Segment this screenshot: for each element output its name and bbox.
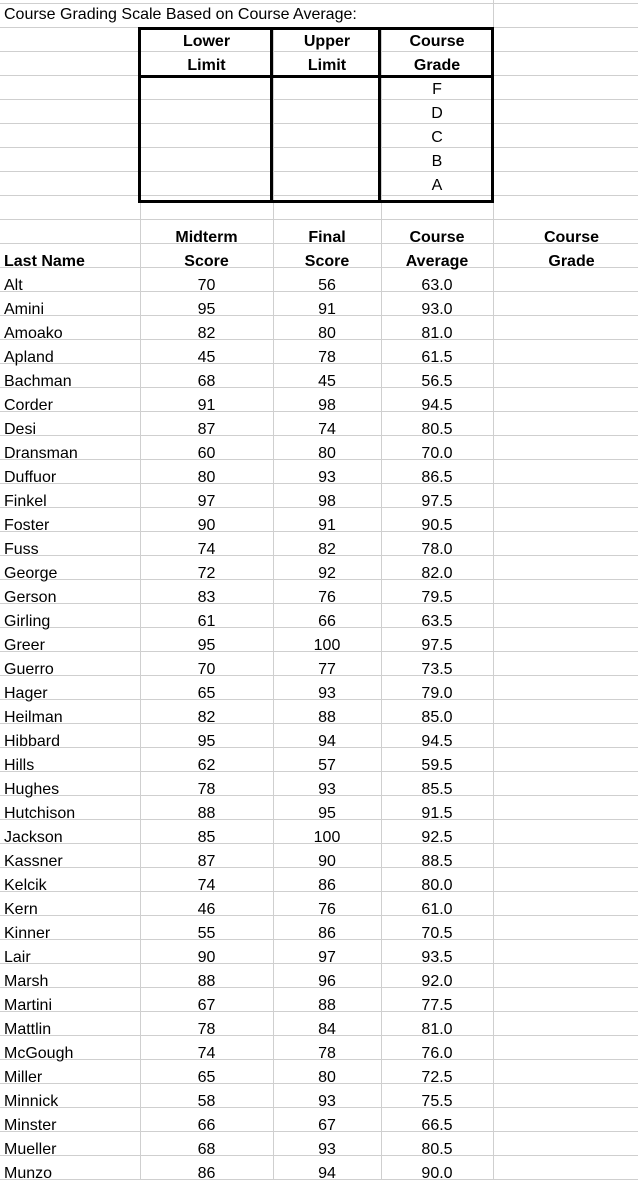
- course-average[interactable]: 66.5: [421, 1117, 453, 1134]
- course-average[interactable]: 70.0: [421, 445, 453, 462]
- final-score[interactable]: 91: [318, 517, 336, 534]
- midterm-score[interactable]: 46: [197, 901, 216, 918]
- course-average[interactable]: 56.5: [421, 373, 453, 390]
- final-score[interactable]: 76: [318, 901, 336, 918]
- student-last-name[interactable]: Minster: [4, 1117, 57, 1134]
- course-average[interactable]: 70.5: [421, 925, 453, 942]
- final-score[interactable]: 76: [318, 589, 336, 606]
- midterm-score[interactable]: 90: [197, 517, 216, 534]
- student-last-name[interactable]: Girling: [4, 613, 51, 630]
- course-grade-cell[interactable]: [505, 874, 638, 898]
- course-grade-cell[interactable]: [505, 754, 638, 778]
- student-last-name[interactable]: Mueller: [4, 1141, 57, 1158]
- midterm-score[interactable]: 90: [197, 949, 216, 966]
- midterm-score[interactable]: 74: [197, 877, 216, 894]
- midterm-score[interactable]: 97: [197, 493, 216, 510]
- scale-header-upper[interactable]: Upper: [303, 33, 351, 50]
- course-average[interactable]: 59.5: [421, 757, 453, 774]
- midterm-score[interactable]: 70: [197, 277, 216, 294]
- student-last-name[interactable]: Desi: [4, 421, 37, 438]
- course-average[interactable]: 81.0: [421, 325, 453, 342]
- final-score[interactable]: 80: [318, 445, 336, 462]
- course-grade-cell[interactable]: [505, 1114, 638, 1138]
- final-score[interactable]: 77: [318, 661, 336, 678]
- student-last-name[interactable]: Hager: [4, 685, 48, 702]
- midterm-score[interactable]: 70: [197, 661, 216, 678]
- midterm-score[interactable]: 85: [197, 829, 216, 846]
- midterm-score[interactable]: 55: [197, 925, 216, 942]
- course-average[interactable]: 61.5: [421, 349, 453, 366]
- student-last-name[interactable]: Hibbard: [4, 733, 61, 750]
- final-score[interactable]: 67: [318, 1117, 336, 1134]
- course-grade-cell[interactable]: [505, 706, 638, 730]
- student-last-name[interactable]: Amini: [4, 301, 45, 318]
- grading-scale-title[interactable]: Course Grading Scale Based on Course Average:: [4, 6, 357, 23]
- scale-grade-cell[interactable]: A: [431, 177, 443, 194]
- final-score[interactable]: 98: [318, 493, 336, 510]
- midterm-score[interactable]: 95: [197, 637, 216, 654]
- student-last-name[interactable]: Kinner: [4, 925, 51, 942]
- student-last-name[interactable]: George: [4, 565, 58, 582]
- midterm-score[interactable]: 72: [197, 565, 216, 582]
- course-average[interactable]: 79.5: [421, 589, 453, 606]
- midterm-score[interactable]: 65: [197, 685, 216, 702]
- midterm-score[interactable]: 95: [197, 733, 216, 750]
- scale-grade-cell[interactable]: F: [432, 81, 442, 98]
- course-average[interactable]: 78.0: [421, 541, 453, 558]
- scale-header-lower[interactable]: Limit: [187, 57, 226, 74]
- course-grade-cell[interactable]: [505, 970, 638, 994]
- course-average[interactable]: 90.0: [421, 1165, 453, 1180]
- course-grade-cell[interactable]: [505, 778, 638, 802]
- final-score[interactable]: 94: [318, 733, 336, 750]
- course-grade-cell[interactable]: [505, 610, 638, 634]
- course-grade-cell[interactable]: [505, 1018, 638, 1042]
- course-grade-cell[interactable]: [505, 490, 638, 514]
- student-last-name[interactable]: Jackson: [4, 829, 63, 846]
- student-last-name[interactable]: Bachman: [4, 373, 72, 390]
- student-last-name[interactable]: Hills: [4, 757, 35, 774]
- final-score[interactable]: 82: [318, 541, 336, 558]
- final-score[interactable]: 95: [318, 805, 336, 822]
- course-average[interactable]: 92.0: [421, 973, 453, 990]
- final-score[interactable]: 57: [318, 757, 336, 774]
- final-score[interactable]: 84: [318, 1021, 336, 1038]
- student-last-name[interactable]: Martini: [4, 997, 53, 1014]
- student-last-name[interactable]: Hutchison: [4, 805, 76, 822]
- course-grade-cell[interactable]: [505, 850, 638, 874]
- course-average[interactable]: 73.5: [421, 661, 453, 678]
- final-score[interactable]: 86: [318, 877, 336, 894]
- student-last-name[interactable]: Lair: [4, 949, 31, 966]
- course-grade-cell[interactable]: [505, 826, 638, 850]
- course-grade-cell[interactable]: [505, 538, 638, 562]
- header-final[interactable]: Final: [308, 229, 346, 246]
- course-average[interactable]: 93.0: [421, 301, 453, 318]
- student-last-name[interactable]: Hughes: [4, 781, 60, 798]
- course-grade-cell[interactable]: [505, 682, 638, 706]
- midterm-score[interactable]: 74: [197, 541, 216, 558]
- midterm-score[interactable]: 60: [197, 445, 216, 462]
- student-last-name[interactable]: Finkel: [4, 493, 47, 510]
- course-average[interactable]: 92.5: [421, 829, 453, 846]
- course-grade-cell[interactable]: [505, 1042, 638, 1066]
- midterm-score[interactable]: 58: [197, 1093, 216, 1110]
- course-average[interactable]: 80.5: [421, 1141, 453, 1158]
- final-score[interactable]: 56: [318, 277, 336, 294]
- course-average[interactable]: 81.0: [421, 1021, 453, 1038]
- course-average[interactable]: 94.5: [421, 733, 453, 750]
- student-last-name[interactable]: Mattlin: [4, 1021, 52, 1038]
- student-last-name[interactable]: Kern: [4, 901, 38, 918]
- student-last-name[interactable]: Kassner: [4, 853, 63, 870]
- final-score[interactable]: 86: [318, 925, 336, 942]
- header-midterm[interactable]: Midterm: [175, 229, 238, 246]
- row-gridline: [0, 219, 638, 220]
- header-midterm[interactable]: Score: [184, 253, 229, 270]
- student-last-name[interactable]: Alt: [4, 277, 23, 294]
- student-last-name[interactable]: Greer: [4, 637, 45, 654]
- course-grade-cell[interactable]: [505, 322, 638, 346]
- scale-header-upper[interactable]: Limit: [307, 57, 347, 74]
- final-score[interactable]: 97: [318, 949, 336, 966]
- course-grade-cell[interactable]: [505, 418, 638, 442]
- midterm-score[interactable]: 74: [197, 1045, 216, 1062]
- final-score[interactable]: 45: [318, 373, 336, 390]
- student-last-name[interactable]: Amoako: [4, 325, 63, 342]
- course-average[interactable]: 93.5: [421, 949, 453, 966]
- final-score[interactable]: 88: [318, 997, 336, 1014]
- course-grade-cell[interactable]: [505, 634, 638, 658]
- header-average[interactable]: Average: [405, 253, 469, 270]
- final-score[interactable]: 96: [318, 973, 336, 990]
- scale-grade-cell[interactable]: B: [431, 153, 443, 170]
- scale-grade-cell[interactable]: C: [431, 129, 443, 146]
- midterm-score[interactable]: 45: [197, 349, 216, 366]
- final-score[interactable]: 78: [318, 1045, 336, 1062]
- student-last-name[interactable]: Dransman: [4, 445, 78, 462]
- course-grade-cell[interactable]: [505, 346, 638, 370]
- midterm-score[interactable]: 78: [197, 781, 216, 798]
- final-score[interactable]: 94: [318, 1165, 336, 1180]
- course-average[interactable]: 90.5: [421, 517, 453, 534]
- course-average[interactable]: 72.5: [421, 1069, 453, 1086]
- final-score[interactable]: 80: [318, 1069, 336, 1086]
- final-score[interactable]: 93: [318, 685, 336, 702]
- course-grade-cell[interactable]: [505, 802, 638, 826]
- course-average[interactable]: 88.5: [421, 853, 453, 870]
- midterm-score[interactable]: 88: [197, 805, 216, 822]
- student-last-name[interactable]: Guerro: [4, 661, 54, 678]
- course-grade-cell[interactable]: [505, 1066, 638, 1090]
- final-score[interactable]: 93: [318, 1141, 336, 1158]
- course-average[interactable]: 85.0: [421, 709, 453, 726]
- midterm-score[interactable]: 78: [197, 1021, 216, 1038]
- course-grade-cell[interactable]: [505, 586, 638, 610]
- student-last-name[interactable]: Minnick: [4, 1093, 59, 1110]
- course-average[interactable]: 75.5: [421, 1093, 453, 1110]
- course-grade-cell[interactable]: [505, 274, 638, 298]
- final-score[interactable]: 100: [313, 829, 341, 846]
- course-grade-cell[interactable]: [505, 898, 638, 922]
- scale-grade-cell[interactable]: D: [431, 105, 443, 122]
- midterm-score[interactable]: 66: [197, 1117, 216, 1134]
- midterm-score[interactable]: 68: [197, 1141, 216, 1158]
- course-grade-cell[interactable]: [505, 394, 638, 418]
- scale-header-grade[interactable]: Grade: [413, 57, 461, 74]
- midterm-score[interactable]: 88: [197, 973, 216, 990]
- student-last-name[interactable]: Miller: [4, 1069, 43, 1086]
- midterm-score[interactable]: 87: [197, 421, 216, 438]
- course-grade-cell[interactable]: [505, 658, 638, 682]
- course-average[interactable]: 82.0: [421, 565, 453, 582]
- course-average[interactable]: 80.5: [421, 421, 453, 438]
- course-grade-cell[interactable]: [505, 1138, 638, 1162]
- header-final[interactable]: Score: [304, 253, 350, 270]
- final-score[interactable]: 90: [318, 853, 336, 870]
- course-average[interactable]: 86.5: [421, 469, 453, 486]
- course-average[interactable]: 85.5: [421, 781, 453, 798]
- midterm-score[interactable]: 86: [197, 1165, 216, 1180]
- midterm-score[interactable]: 68: [197, 373, 216, 390]
- course-average[interactable]: 61.0: [421, 901, 453, 918]
- final-score[interactable]: 66: [318, 613, 336, 630]
- course-grade-cell[interactable]: [505, 730, 638, 754]
- final-score[interactable]: 88: [318, 709, 336, 726]
- student-last-name[interactable]: Heilman: [4, 709, 63, 726]
- course-grade-cell[interactable]: [505, 922, 638, 946]
- course-grade-cell[interactable]: [505, 994, 638, 1018]
- course-average[interactable]: 63.5: [421, 613, 453, 630]
- course-grade-cell[interactable]: [505, 298, 638, 322]
- midterm-score[interactable]: 80: [197, 469, 216, 486]
- course-grade-cell[interactable]: [505, 562, 638, 586]
- student-last-name[interactable]: Corder: [4, 397, 53, 414]
- course-average[interactable]: 97.5: [421, 493, 453, 510]
- student-last-name[interactable]: Gerson: [4, 589, 57, 606]
- midterm-score[interactable]: 82: [197, 709, 216, 726]
- final-score[interactable]: 93: [318, 469, 336, 486]
- final-score[interactable]: 93: [318, 1093, 336, 1110]
- final-score[interactable]: 74: [318, 421, 336, 438]
- student-last-name[interactable]: Apland: [4, 349, 54, 366]
- student-last-name[interactable]: McGough: [4, 1045, 74, 1062]
- final-score[interactable]: 78: [318, 349, 336, 366]
- header-average[interactable]: Course: [409, 229, 465, 246]
- course-average[interactable]: 76.0: [421, 1045, 453, 1062]
- student-last-name[interactable]: Munzo: [4, 1165, 53, 1180]
- course-grade-cell[interactable]: [505, 1162, 638, 1180]
- student-last-name[interactable]: Marsh: [4, 973, 49, 990]
- course-average[interactable]: 97.5: [421, 637, 453, 654]
- course-average[interactable]: 91.5: [421, 805, 453, 822]
- midterm-score[interactable]: 62: [197, 757, 216, 774]
- header-grade[interactable]: Course: [543, 229, 600, 246]
- course-grade-cell[interactable]: [505, 442, 638, 466]
- final-score[interactable]: 91: [318, 301, 336, 318]
- header-last-name[interactable]: Last Name: [4, 253, 85, 270]
- midterm-score[interactable]: 65: [197, 1069, 216, 1086]
- midterm-score[interactable]: 61: [197, 613, 216, 630]
- midterm-score[interactable]: 67: [197, 997, 216, 1014]
- course-grade-cell[interactable]: [505, 466, 638, 490]
- student-last-name[interactable]: Fuss: [4, 541, 39, 558]
- course-grade-cell[interactable]: [505, 946, 638, 970]
- course-average[interactable]: 80.0: [421, 877, 453, 894]
- student-last-name[interactable]: Kelcik: [4, 877, 47, 894]
- final-score[interactable]: 98: [318, 397, 336, 414]
- course-average[interactable]: 77.5: [421, 997, 453, 1014]
- student-last-name[interactable]: Duffuor: [4, 469, 57, 486]
- course-grade-cell[interactable]: [505, 370, 638, 394]
- midterm-score[interactable]: 91: [197, 397, 216, 414]
- midterm-score[interactable]: 95: [197, 301, 216, 318]
- header-grade[interactable]: Grade: [548, 253, 595, 270]
- final-score[interactable]: 100: [313, 637, 341, 654]
- final-score[interactable]: 92: [318, 565, 336, 582]
- midterm-score[interactable]: 83: [197, 589, 216, 606]
- final-score[interactable]: 80: [318, 325, 336, 342]
- course-grade-cell[interactable]: [505, 514, 638, 538]
- course-average[interactable]: 63.0: [421, 277, 453, 294]
- scale-header-lower[interactable]: Lower: [182, 33, 231, 50]
- course-average[interactable]: 94.5: [421, 397, 453, 414]
- final-score[interactable]: 93: [318, 781, 336, 798]
- scale-header-grade[interactable]: Course: [409, 33, 465, 50]
- midterm-score[interactable]: 82: [197, 325, 216, 342]
- midterm-score[interactable]: 87: [197, 853, 216, 870]
- student-last-name[interactable]: Foster: [4, 517, 50, 534]
- course-grade-cell[interactable]: [505, 1090, 638, 1114]
- course-average[interactable]: 79.0: [421, 685, 453, 702]
